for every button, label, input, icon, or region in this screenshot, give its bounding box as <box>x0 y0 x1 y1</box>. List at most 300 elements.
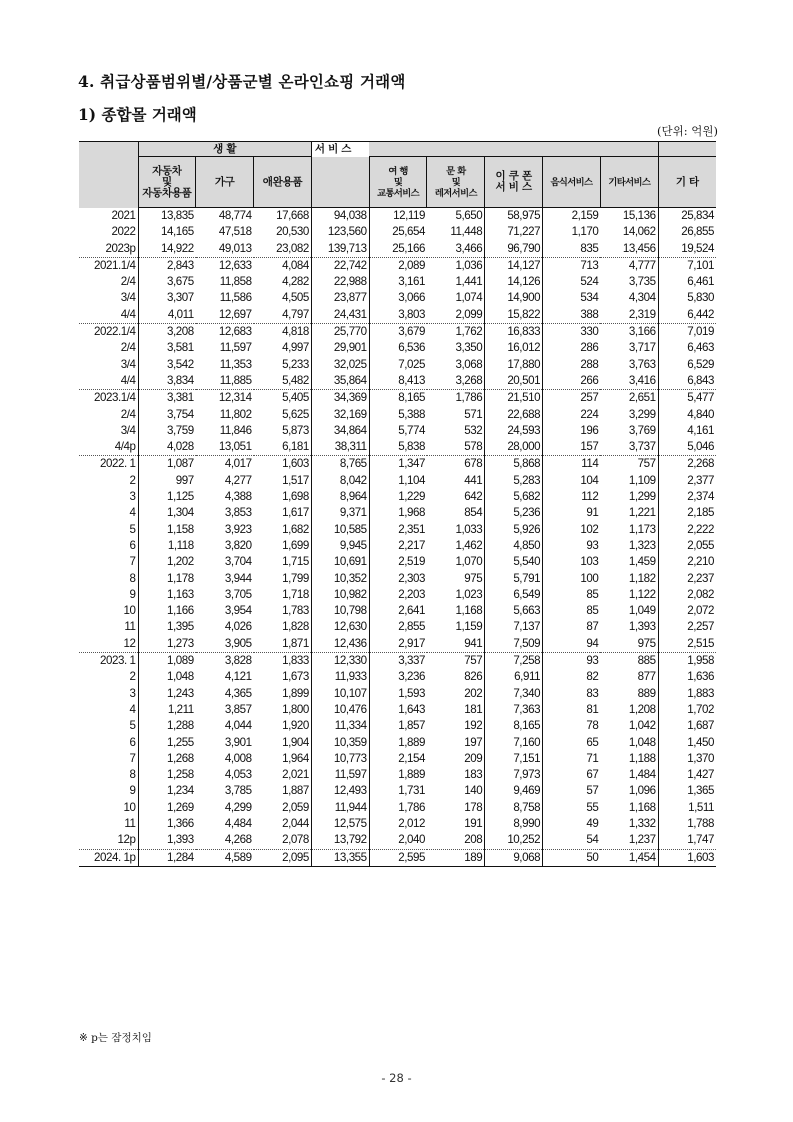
table-cell: 8,413 <box>369 373 427 390</box>
table-cell: 3,337 <box>398 654 425 668</box>
table-cell: 16,012 <box>485 340 543 356</box>
table-cell: 48,774 <box>218 209 252 222</box>
table-row <box>79 587 716 603</box>
row-label: 3/4 <box>79 423 138 439</box>
table-cell: 5,477 <box>687 391 714 405</box>
table-cell: 3,679 <box>398 325 425 339</box>
table-row <box>79 522 716 538</box>
table-cell: 3,923 <box>224 522 252 536</box>
table-cell: 1,284 <box>138 849 196 866</box>
table-cell: 104 <box>580 473 599 487</box>
table-cell: 3,803 <box>369 307 427 324</box>
table-cell: 3,717 <box>600 340 658 356</box>
table-cell: 6,549 <box>485 587 543 603</box>
table-cell: 4,121 <box>224 670 252 684</box>
table-cell: 11,802 <box>219 407 252 421</box>
footnote: ※ p는 잠정치임 <box>79 1032 152 1044</box>
table-cell: 192 <box>427 718 485 734</box>
table-row <box>79 538 716 554</box>
table-cell: 642 <box>427 489 485 505</box>
header-col-service-total <box>311 157 369 208</box>
table-cell: 1,173 <box>600 522 658 538</box>
table-cell: 14,900 <box>485 290 543 306</box>
table-cell: 96,790 <box>485 241 543 258</box>
table-cell: 11,586 <box>219 291 252 305</box>
table-cell: 10,773 <box>311 751 369 767</box>
table-cell: 3,581 <box>167 341 194 355</box>
table-cell: 8,165 <box>398 391 425 405</box>
table-cell: 4,304 <box>600 290 658 306</box>
table-cell: 11,448 <box>427 224 485 240</box>
table-cell: 534 <box>580 291 599 305</box>
table-cell: 2,099 <box>427 307 485 324</box>
table-cell: 25,770 <box>311 324 369 341</box>
table-cell: 1,920 <box>254 718 312 734</box>
table-cell: 1,269 <box>167 800 194 814</box>
row-label: 4 <box>79 505 138 521</box>
table-cell: 5,283 <box>485 473 543 489</box>
table-cell: 1,883 <box>687 686 714 700</box>
header-col-food-service: 음식서비스 <box>543 157 601 208</box>
row-label: 3/4 <box>79 290 138 306</box>
table-cell: 7,101 <box>687 258 714 272</box>
table-cell: 4,777 <box>600 257 658 274</box>
table-cell: 4,084 <box>254 257 312 274</box>
row-label: 2024. 1p <box>79 849 138 866</box>
table-cell: 3,299 <box>600 407 658 423</box>
table-cell: 38,311 <box>311 439 369 456</box>
table-cell: 1,762 <box>427 324 485 341</box>
table-cell: 1,159 <box>427 619 485 635</box>
table-cell: 3,785 <box>224 784 252 798</box>
table-cell: 1,166 <box>167 604 194 618</box>
row-label: 6 <box>79 735 138 751</box>
table-row <box>79 603 716 619</box>
table-cell: 941 <box>427 636 485 653</box>
row-label: 7 <box>79 554 138 570</box>
table-cell: 2,374 <box>687 490 714 504</box>
table-cell: 114 <box>581 457 599 471</box>
table-cell: 208 <box>427 832 485 849</box>
table-cell: 4,589 <box>196 849 254 866</box>
table-cell: 11,885 <box>196 373 254 390</box>
table-cell: 13,792 <box>311 832 369 849</box>
row-label: 8 <box>79 767 138 783</box>
table-cell: 91 <box>586 506 599 520</box>
table-cell: 12,330 <box>311 653 369 670</box>
table-cell: 1,643 <box>398 702 425 716</box>
table-cell: 4,365 <box>224 686 252 700</box>
header-period-corner <box>79 142 138 208</box>
table-cell: 2,855 <box>398 620 425 634</box>
table-body <box>79 208 716 867</box>
table-cell: 678 <box>427 456 485 473</box>
table-cell: 54 <box>543 832 601 849</box>
table-row <box>79 290 716 306</box>
table-cell: 7,160 <box>485 735 543 751</box>
table-cell: 1,593 <box>398 686 425 700</box>
table-cell: 139,713 <box>311 241 369 258</box>
table-row <box>79 407 716 423</box>
table-row <box>79 832 716 849</box>
table-cell: 5,682 <box>485 489 543 505</box>
table-cell: 8,042 <box>311 473 369 489</box>
table-cell: 3,208 <box>167 325 194 339</box>
header-col-pet: 애완용품 <box>254 157 312 208</box>
table-cell: 286 <box>580 341 599 355</box>
table-cell: 19,524 <box>658 241 716 258</box>
table-cell: 9,371 <box>311 505 369 521</box>
table-row <box>79 307 716 324</box>
table-cell: 3,542 <box>167 357 194 371</box>
table-cell: 1,332 <box>600 816 658 832</box>
table-cell: 1,889 <box>398 735 425 749</box>
table-cell: 49,013 <box>196 241 254 258</box>
table-cell: 1,299 <box>600 489 658 505</box>
table-cell: 11,597 <box>311 767 369 783</box>
table-row <box>79 816 716 832</box>
table-cell: 2,519 <box>398 555 425 569</box>
table-cell: 757 <box>427 653 485 670</box>
table-cell: 4,997 <box>254 340 312 356</box>
table-cell: 1,255 <box>167 735 194 749</box>
table-cell: 9,469 <box>485 783 543 799</box>
table-cell: 5,540 <box>485 554 543 570</box>
table-cell: 21,510 <box>485 390 543 407</box>
table-cell: 7,363 <box>485 702 543 718</box>
row-label: 3 <box>79 686 138 702</box>
row-label: 3/4 <box>79 357 138 373</box>
table-cell: 1,237 <box>600 832 658 849</box>
table-cell: 178 <box>427 800 485 816</box>
table-cell: 2,351 <box>398 522 425 536</box>
table-cell: 1,229 <box>398 490 425 504</box>
table-row <box>79 636 716 653</box>
table-cell: 4,484 <box>224 816 252 830</box>
table-cell: 5,405 <box>254 390 312 407</box>
table-cell: 11,933 <box>311 669 369 685</box>
table-cell: 835 <box>543 241 601 258</box>
table-cell: 1,899 <box>254 686 312 702</box>
table-cell: 12,119 <box>393 209 425 222</box>
table-cell: 81 <box>586 702 599 716</box>
table-cell: 22,742 <box>311 257 369 274</box>
table-cell: 2,059 <box>254 800 312 816</box>
table-cell: 1,462 <box>427 538 485 554</box>
table-cell: 3,857 <box>224 702 252 716</box>
table-cell: 85 <box>586 587 599 601</box>
table-cell: 103 <box>580 555 599 569</box>
table-cell: 1,786 <box>398 800 425 814</box>
table-cell: 2,515 <box>658 636 716 653</box>
table-cell: 1,718 <box>254 587 312 603</box>
table-cell: 5,663 <box>485 603 543 619</box>
table-cell: 1,188 <box>600 751 658 767</box>
table-cell: 209 <box>427 751 485 767</box>
table-cell: 1,459 <box>600 554 658 570</box>
table-cell: 183 <box>427 767 485 783</box>
table-cell: 4,797 <box>254 307 312 324</box>
table-cell: 1,964 <box>254 751 312 767</box>
row-label: 2/4 <box>79 407 138 423</box>
table-cell: 35,864 <box>311 373 369 390</box>
table-cell: 1,636 <box>687 670 714 684</box>
table-cell: 3,737 <box>600 439 658 456</box>
table-cell: 266 <box>543 373 601 390</box>
table-cell: 1,783 <box>254 603 312 619</box>
row-label: 8 <box>79 571 138 587</box>
row-label: 2 <box>79 473 138 489</box>
table-cell: 1,268 <box>167 751 194 765</box>
table-cell: 181 <box>427 702 485 718</box>
table-cell: 8,964 <box>311 489 369 505</box>
row-label: 2022.1/4 <box>79 324 138 341</box>
table-cell: 2,303 <box>398 571 425 585</box>
table-cell: 14,127 <box>485 257 543 274</box>
table-cell: 58,975 <box>485 208 543 225</box>
table-row <box>79 571 716 587</box>
table-cell: 1,048 <box>600 735 658 751</box>
table-cell: 71 <box>586 751 599 765</box>
table-cell: 4,850 <box>485 538 543 554</box>
table-cell: 123,560 <box>311 224 369 240</box>
header-col-ecoupon: 이 쿠 폰 서 비 스 <box>485 157 543 208</box>
table-cell: 1,074 <box>427 290 485 306</box>
table-cell: 47,518 <box>218 225 252 239</box>
table-cell: 3,763 <box>600 357 658 373</box>
table-cell: 4,017 <box>224 457 252 471</box>
table-cell: 1,221 <box>600 505 658 521</box>
table-cell: 6,911 <box>485 669 543 685</box>
table-cell: 82 <box>586 670 599 684</box>
table-cell: 17,668 <box>254 208 312 225</box>
header-col-furniture: 가구 <box>196 157 254 208</box>
table-cell: 2,078 <box>254 832 312 849</box>
header-col-etc: 기 타 <box>658 157 716 208</box>
table-cell: 1,178 <box>167 571 194 585</box>
table-cell: 1,731 <box>398 784 425 798</box>
table-cell: 889 <box>600 686 658 702</box>
table-cell: 1,168 <box>427 603 485 619</box>
table-cell: 10,352 <box>311 571 369 587</box>
table-cell: 29,901 <box>311 340 369 356</box>
table-cell: 288 <box>580 357 599 371</box>
table-cell: 441 <box>427 473 485 489</box>
row-label: 11 <box>79 816 138 832</box>
table-cell: 7,025 <box>398 357 425 371</box>
table-cell: 2,159 <box>571 209 599 222</box>
section-heading: 4. 취급상품범위별/상품군별 온라인쇼핑 거래액 <box>78 72 406 91</box>
table-cell: 7,973 <box>485 767 543 783</box>
table-cell: 28,000 <box>485 439 543 456</box>
table-cell: 189 <box>427 849 485 866</box>
table-cell: 12,630 <box>311 619 369 635</box>
table-cell: 25,834 <box>681 209 714 222</box>
row-label: 2023. 1 <box>79 653 138 670</box>
table-row <box>79 718 716 734</box>
table-cell: 12,697 <box>196 307 254 324</box>
table-cell: 16,833 <box>485 324 543 341</box>
subsection-heading: 1) 종합몰 거래액 <box>78 105 197 124</box>
table-cell: 1,484 <box>600 767 658 783</box>
table-cell: 5,774 <box>398 423 425 437</box>
table-cell: 1,347 <box>398 457 425 471</box>
table-cell: 1,033 <box>427 522 485 538</box>
header-col-car: 자동차 및 자동차용품 <box>138 157 196 208</box>
table-row <box>79 340 716 356</box>
table-row <box>79 669 716 685</box>
table-cell: 1,603 <box>254 456 312 473</box>
table-cell: 13,835 <box>161 209 194 222</box>
table-cell: 5,236 <box>485 505 543 521</box>
row-label: 6 <box>79 538 138 554</box>
table-row <box>79 735 716 751</box>
table-cell: 5,046 <box>658 439 716 456</box>
table-cell: 1,158 <box>167 522 194 536</box>
table-cell: 4,505 <box>254 290 312 306</box>
table-cell: 1,889 <box>398 768 425 782</box>
table-cell: 1,673 <box>254 669 312 685</box>
table-cell: 2,095 <box>254 849 312 866</box>
table-cell: 15,136 <box>600 208 658 225</box>
table-cell: 11,858 <box>219 275 252 289</box>
table-cell: 1,365 <box>687 784 714 798</box>
row-label: 10 <box>79 800 138 816</box>
table-cell: 1,441 <box>427 274 485 290</box>
table-row <box>79 373 716 390</box>
table-cell: 2,377 <box>687 473 714 487</box>
table-cell: 3,735 <box>600 274 658 290</box>
table-cell: 2,651 <box>600 390 658 407</box>
table-cell: 3,759 <box>167 423 194 437</box>
table-cell: 1,089 <box>167 654 194 668</box>
table-cell: 10,476 <box>311 702 369 718</box>
table-cell: 1,109 <box>600 473 658 489</box>
table-cell: 6,461 <box>687 275 714 289</box>
table-cell: 50 <box>543 849 601 866</box>
table-cell: 2,237 <box>687 571 714 585</box>
table-cell: 3,704 <box>224 555 252 569</box>
table-cell: 2,595 <box>369 849 427 866</box>
row-label: 2023p <box>79 241 138 258</box>
table-cell: 1,788 <box>687 816 714 830</box>
table-row <box>79 702 716 718</box>
row-label: 10 <box>79 603 138 619</box>
table-cell: 1,104 <box>398 473 425 487</box>
table-cell: 2,185 <box>687 506 714 520</box>
table-cell: 3,161 <box>398 275 425 289</box>
table-cell: 14,062 <box>600 224 658 240</box>
table-cell: 257 <box>580 391 599 405</box>
table-cell: 713 <box>580 258 599 272</box>
table-cell: 224 <box>580 407 599 421</box>
table-cell: 2,040 <box>369 832 427 849</box>
table-cell: 12,683 <box>218 325 252 339</box>
table-cell: 1,049 <box>600 603 658 619</box>
table-cell: 1,511 <box>688 800 714 814</box>
table-cell: 2,217 <box>398 538 425 552</box>
table-cell: 10,798 <box>311 603 369 619</box>
table-cell: 1,087 <box>167 457 194 471</box>
table-cell: 3,381 <box>167 391 194 405</box>
table-row <box>79 554 716 570</box>
table-cell: 6,529 <box>687 357 714 371</box>
table-cell: 571 <box>427 407 485 423</box>
table-cell: 1,699 <box>254 538 312 554</box>
table-cell: 4,011 <box>138 307 196 324</box>
table-cell: 15,822 <box>485 307 543 324</box>
table-cell: 4,008 <box>224 751 252 765</box>
table-cell: 1,517 <box>254 473 312 489</box>
table-cell: 12,633 <box>218 258 252 272</box>
row-label: 4/4 <box>79 373 138 390</box>
table-cell: 14,126 <box>485 274 543 290</box>
table-cell: 6,536 <box>398 341 425 355</box>
table-cell: 3,236 <box>398 670 425 684</box>
table-cell: 1,304 <box>167 506 194 520</box>
row-label: 3 <box>79 489 138 505</box>
table-cell: 10,359 <box>311 735 369 751</box>
table-cell: 1,968 <box>398 506 425 520</box>
table-cell: 202 <box>427 686 485 702</box>
table-cell: 6,843 <box>658 373 716 390</box>
table-cell: 1,871 <box>254 636 312 653</box>
table-cell: 20,530 <box>254 224 312 240</box>
table-cell: 100 <box>580 571 599 585</box>
table-cell: 9,068 <box>485 849 543 866</box>
table-cell: 94 <box>543 636 601 653</box>
table-cell: 4,044 <box>224 719 252 733</box>
table-cell: 197 <box>427 735 485 751</box>
table-row <box>79 357 716 373</box>
table-cell: 10,585 <box>311 522 369 538</box>
row-label: 9 <box>79 783 138 799</box>
table-cell: 1,958 <box>687 654 714 668</box>
table-cell: 5,650 <box>427 208 485 225</box>
table-cell: 2,021 <box>254 767 312 783</box>
table-cell: 2,641 <box>398 604 425 618</box>
table-cell: 1,786 <box>427 390 485 407</box>
table-cell: 12,314 <box>218 391 252 405</box>
table-cell: 3,166 <box>600 324 658 341</box>
header-col-other-service: 기타서비스 <box>600 157 658 208</box>
row-label: 12 <box>79 636 138 653</box>
table-cell: 2,044 <box>254 816 312 832</box>
table-cell: 26,855 <box>681 225 714 239</box>
table-cell: 3,944 <box>224 571 252 585</box>
table-cell: 3,905 <box>196 636 254 653</box>
table-cell: 5,838 <box>369 439 427 456</box>
table-cell: 1,122 <box>600 587 658 603</box>
row-label: 7 <box>79 751 138 767</box>
table-cell: 8,765 <box>311 456 369 473</box>
table-cell: 3,068 <box>427 357 485 373</box>
row-label: 2021 <box>79 208 138 225</box>
table-cell: 3,954 <box>224 604 252 618</box>
table-cell: 2,089 <box>398 258 425 272</box>
table-cell: 14,922 <box>138 241 196 258</box>
table-cell: 1,288 <box>167 719 194 733</box>
table-cell: 20,501 <box>485 373 543 390</box>
table-cell: 1,273 <box>138 636 196 653</box>
table-cell: 1,833 <box>254 653 312 670</box>
table-row <box>79 849 716 866</box>
table-cell: 2,072 <box>687 604 714 618</box>
table-cell: 6,442 <box>658 307 716 324</box>
transaction-table <box>79 141 716 867</box>
table-cell: 997 <box>175 473 194 487</box>
table-cell: 5,868 <box>485 456 543 473</box>
